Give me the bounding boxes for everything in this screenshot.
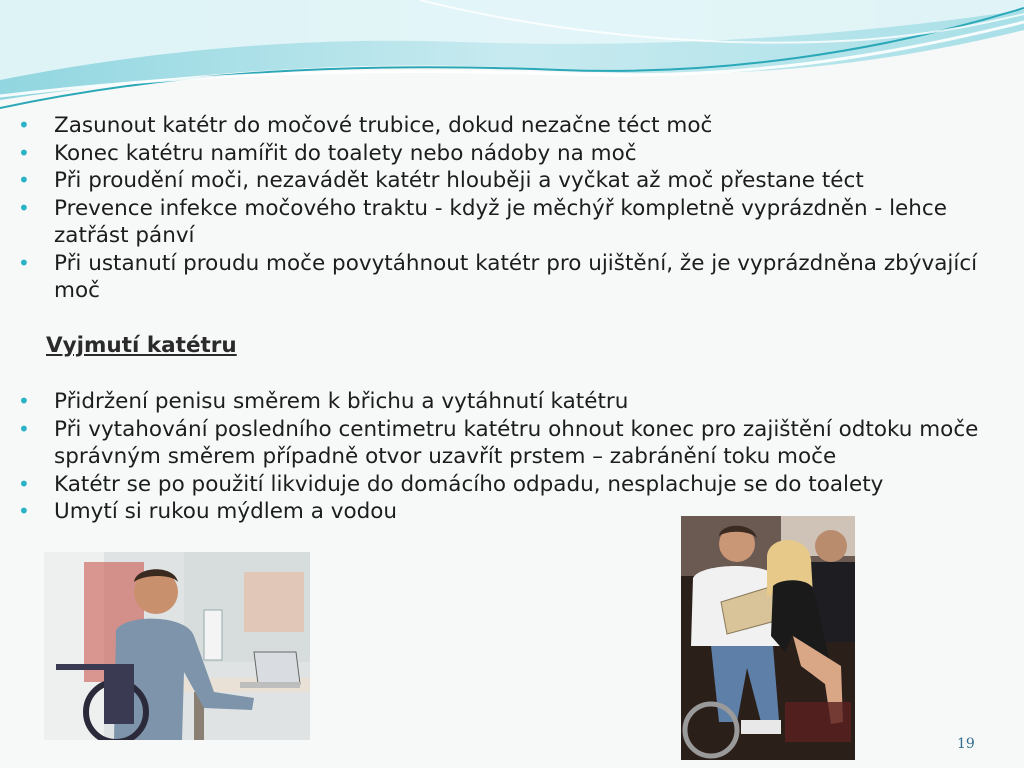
list-item-text: Konec katétru namířit do toalety nebo nádoby na moč xyxy=(54,140,637,166)
list-item-text: Katétr se po použití likviduje do domácího odpadu, nesplachuje se do toalety xyxy=(54,471,884,497)
header-wave-decoration xyxy=(0,0,1024,120)
bullet-icon: • xyxy=(18,168,30,192)
list-item-text: Zasunout katétr do močové trubice, dokud nezačne téct moč xyxy=(54,113,713,138)
list-item xyxy=(14,140,1014,168)
bullet-icon: • xyxy=(18,389,30,413)
bullet-icon: • xyxy=(18,499,30,523)
photo-wheelchair-user-laptop xyxy=(44,552,310,740)
list-item xyxy=(14,167,1014,195)
list-item xyxy=(14,498,1014,526)
bullet-icon: • xyxy=(18,471,30,496)
list-item xyxy=(14,112,1014,140)
list-item-text: Při ustanutí proudu moče povytáhnout katétr pro ujištění, že je vyprázdněna zbývající moč xyxy=(54,250,978,303)
bullet-icon: • xyxy=(18,140,30,165)
bullet-list-insertion xyxy=(14,112,1014,305)
list-item xyxy=(14,388,1014,416)
list-item-text: Prevence infekce močového traktu - když je měchýř kompletně vyprázdněn - lehce zatřást pánví xyxy=(54,195,947,248)
bullet-icon: • xyxy=(18,416,30,441)
list-item-text: Při vytahování posledního centimetru katétru ohnout konec pro zajištění odtoku moče správným směrem případně otvor uzavřít prstem – zabránění toku moče xyxy=(54,416,979,469)
bullet-list-removal xyxy=(14,388,1014,526)
list-item xyxy=(14,471,1014,499)
section-heading: Vyjmutí katétru xyxy=(46,333,237,358)
page-number: 19 xyxy=(957,736,975,752)
list-item xyxy=(14,416,1014,471)
list-item-text: Umytí si rukou mýdlem a vodou xyxy=(54,499,398,524)
list-item-text: Přidržení penisu směrem k břichu a vytáhnutí katétru xyxy=(54,389,629,414)
list-item xyxy=(14,250,1014,305)
bullet-icon: • xyxy=(18,250,30,275)
photo-group-wheelchair xyxy=(681,516,855,760)
bullet-icon: • xyxy=(18,195,30,220)
list-item xyxy=(14,195,1014,250)
list-item-text: Při proudění moči, nezavádět katétr hlouběji a vyčkat až moč přestane téct xyxy=(54,168,864,193)
bullet-icon: • xyxy=(18,113,30,137)
